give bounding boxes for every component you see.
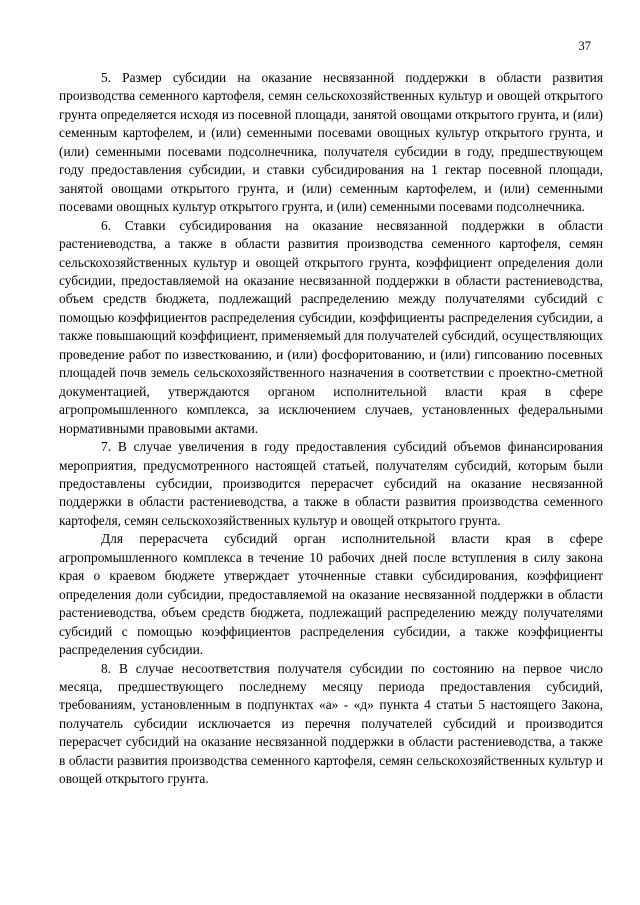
paragraph-recalculation: Для перерасчета субсидий орган исполнительной власти края в сфере агропромышленного комплекса в течение 10 рабочих дней после вступления в силу закона края о краевом бюджете утверждает уточненные ставки субсидирования, коэффициент определения доли субсидии, предоставляемой на оказание несвязанной поддержки в области растениеводства, объем средств бюджета, подлежащий распределению между получателями субсидий с помощью коэффициентов распределения субсидии, а также коэффициенты распределения субсидии. <box>59 531 603 658</box>
paragraph-item-7: 7. В случае увеличения в году предоставления субсидий объемов финансирования мероприятия, предусмотренного настоящей статьей, получателям субсидий, которым были предоставлены субсидии, производится перерасчет субсидий на оказание несвязанной поддержки в области растениеводства, а также в области развития производства семенного картофеля, семян сельскохозяйственных культур и овощей открытого грунта. <box>59 439 603 528</box>
document-body <box>59 69 603 789</box>
page-number: 37 <box>578 39 591 53</box>
paragraph-item-5: 5. Размер субсидии на оказание несвязанной поддержки в области развития производства семенного картофеля, семян сельскохозяйственных культур и овощей открытого грунта определяется исходя из посевной площади, занятой овощами открытого грунта, и (или) семенным картофелем, и (или) семенными посевами овощных культур открытого грунта, и (или) семенными посевами подсолнечника, получателя субсидии в году, предшествующем году предоставления субсидии, и ставки субсидирования на 1 гектар посевной площади, занятой овощами открытого грунта, и (или) семенным картофелем, и (или) семенными посевами овощных культур открытого грунта, и (или) семенными посевами подсолнечника. <box>59 70 603 215</box>
paragraph-item-8: 8. В случае несоответствия получателя субсидии по состоянию на первое число месяца, предшествующего последнему месяцу периода предоставления субсидий, требованиям, установленным в подпунктах «а» - «д» пункта 4 статьи 5 настоящего Закона, получатель субсидии исключается из перечня получателей субсидий и производится перерасчет субсидий на оказание несвязанной поддержки в области растениеводства, а также в области развития производства семенного картофеля, семян сельскохозяйственных культур и овощей открытого грунта. <box>59 660 603 787</box>
paragraph-item-6: 6. Ставки субсидирования на оказание несвязанной поддержки в области растениеводства, а также в области развития производства семенного картофеля, семян сельскохозяйственных культур и овощей открытого грунта, коэффициент определения доли субсидии, предоставляемой на оказание несвязанной поддержки в области растениеводства, объем средств бюджета, подлежащий распределению между получателями субсидий с помощью коэффициентов распределения субсидии, коэффициенты распределения субсидии, а также повышающий коэффициент, применяемый для получателей субсидий, осуществляющих проведение работ по известкованию, и (или) фосфоритованию, и (или) гипсованию посевных площадей почв земель сельскохозяйственного назначения в соответствии с проектно-сметной документацией, утверждаются органом исполнительной власти края в сфере агропромышленного комплекса, за исключением случаев, установленных федеральными нормативными правовыми актами. <box>59 217 603 436</box>
